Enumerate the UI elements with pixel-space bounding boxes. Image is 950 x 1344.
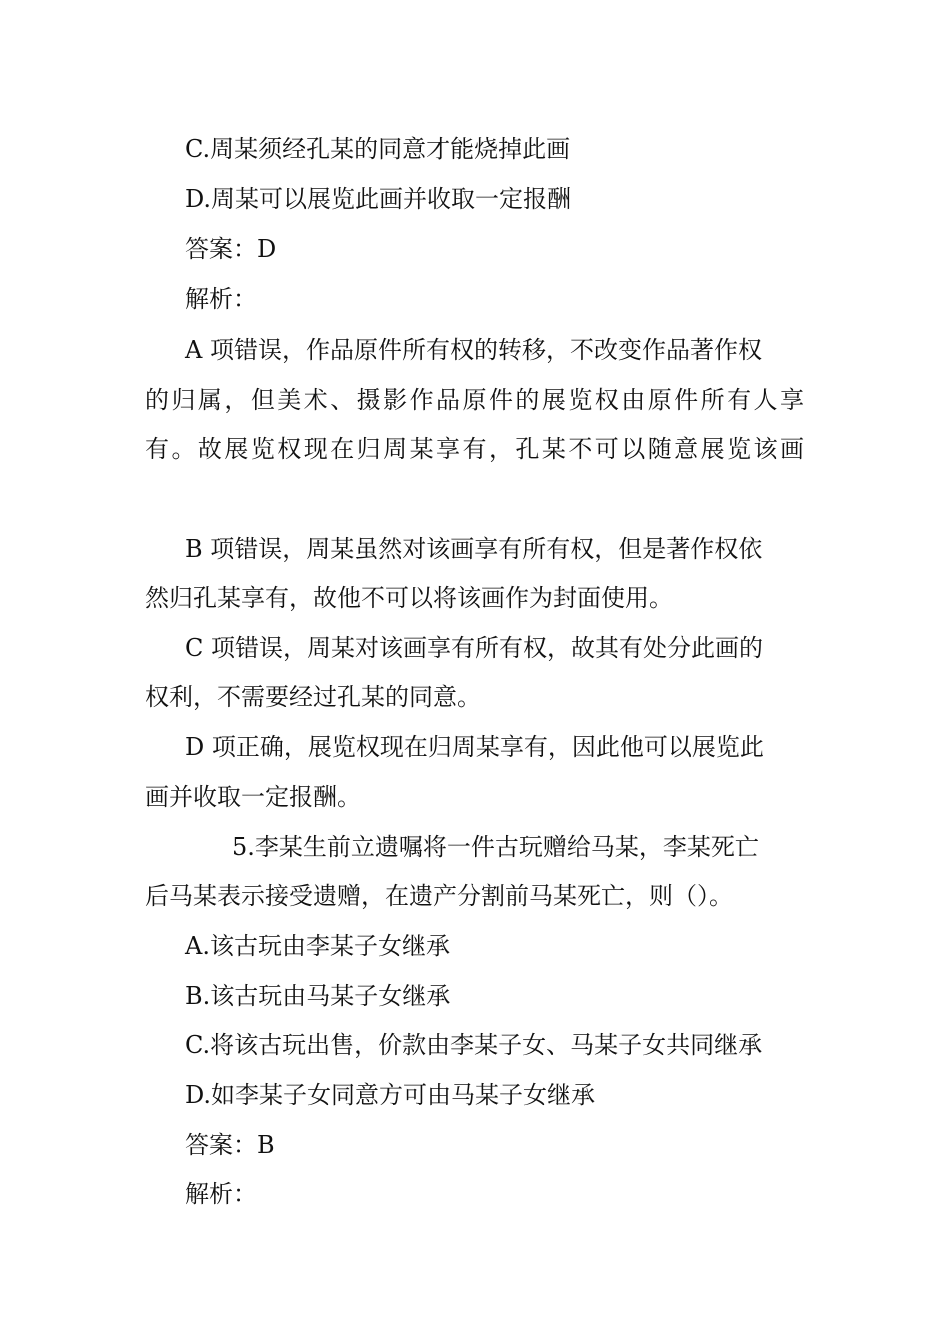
q5-answer: 答案：B [185,1131,275,1159]
q4-answer: 答案：D [185,235,277,263]
q4-analysis-label: 解析： [185,285,257,313]
q5-stem-line1: 5.李某生前立遗嘱将一件古玩赠给马某，李某死亡 [232,833,759,861]
q4-analysis-d-line2: 画并收取一定报酬。 [145,783,361,811]
q4-analysis-a-line3: 有。故展览权现在归周某享有，孔某不可以随意展览该画 [145,435,805,463]
q4-option-d: D.周某可以展览此画并收取一定报酬 [185,185,572,213]
q4-analysis-d-line1: D 项正确，展览权现在归周某享有，因此他可以展览此 [185,733,764,761]
q4-analysis-b-line1: B 项错误，周某虽然对该画享有所有权，但是著作权依 [185,535,763,563]
q4-analysis-a-line2: 的归属，但美术、摄影作品原件的展览权由原件所有人享 [145,386,805,414]
q4-option-c: C.周某须经孔某的同意才能烧掉此画 [185,135,571,163]
q5-option-d: D.如李某子女同意方可由马某子女继承 [185,1081,596,1109]
q5-analysis-label: 解析： [185,1180,257,1208]
q5-stem-line2: 后马某表示接受遗赠，在遗产分割前马某死亡，则（）。 [145,882,733,910]
q4-analysis-b-line2: 然归孔某享有，故他不可以将该画作为封面使用。 [145,584,673,612]
q4-analysis-a-line1: A 项错误，作品原件所有权的转移，不改变作品著作权 [185,336,762,364]
q5-option-c: C.将该古玩出售，价款由李某子女、马某子女共同继承 [185,1031,763,1059]
q4-analysis-c-line2: 权利，不需要经过孔某的同意。 [145,683,481,711]
q4-analysis-c-line1: C 项错误，周某对该画享有所有权，故其有处分此画的 [185,634,763,662]
q5-option-b: B.该古玩由马某子女继承 [185,982,451,1010]
q5-option-a: A.该古玩由李某子女继承 [185,932,450,960]
